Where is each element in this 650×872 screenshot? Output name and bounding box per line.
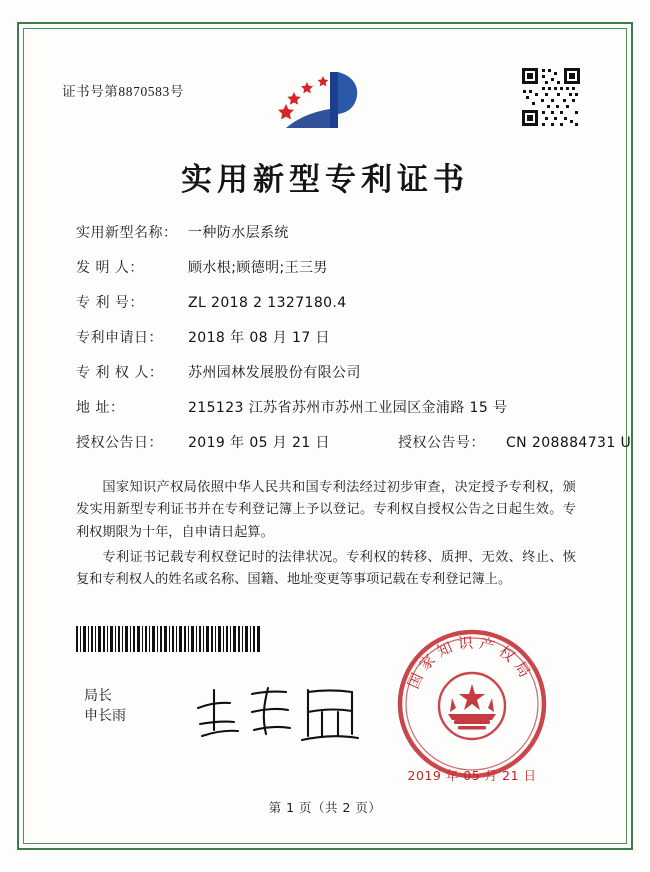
field-list <box>40 225 632 453</box>
field-label: 地 址： <box>76 400 125 416</box>
field-row-patent-number <box>76 295 590 313</box>
page-footer: 第 1 页（共 2 页） <box>268 800 382 815</box>
certificate-number: 证书号第8870583号 <box>62 84 184 99</box>
field-row-patentee <box>76 365 590 383</box>
field-label-grant-number: 授权公告号： <box>398 435 485 451</box>
field-value: 苏州园林发展股份有限公司 <box>188 365 361 381</box>
field-value: ZL 2018 2 1327180.4 <box>188 295 347 311</box>
field-row-grant-announcement <box>76 435 632 453</box>
certificate-content <box>40 48 632 824</box>
legal-paragraph-2: 专利证书记载专利权登记时的法律状况。专利权的转移、质押、无效、终止、恢复和专利权人的姓名或名称、国籍、地址变更等事项记载在专利登记簿上。 <box>76 549 576 588</box>
legal-paragraph-1: 国家知识产权局依照中华人民共和国专利法经过初步审查，决定授予专利权，颁发实用新型专利证书并在专利登记簿上予以登记。专利权自授权公告之日起生效。专利权期限为十年，自申请日起算。 <box>76 479 576 540</box>
director-name-label: 申长雨 <box>84 708 126 725</box>
field-value: 一种防水层系统 <box>188 225 289 241</box>
corner-ornament-bottom-right <box>620 837 633 850</box>
qr-code-icon <box>520 66 582 128</box>
cnipa-logo-icon <box>268 58 378 136</box>
field-label: 专 利 号： <box>76 295 144 311</box>
field-row-address <box>76 400 590 418</box>
signature-labels <box>84 686 126 727</box>
signature-and-seal-area <box>40 616 610 806</box>
svg-text:国家知识产权局: 国家知识产权局 <box>404 633 537 692</box>
field-row-application-date <box>76 330 590 348</box>
field-value: 215123 江苏省苏州市苏州工业园区金浦路 15 号 <box>188 400 508 416</box>
corner-ornament-top-right <box>620 22 633 35</box>
field-label: 专 利 权 人： <box>76 365 164 381</box>
field-label-grant-date: 授权公告日： <box>76 435 163 451</box>
director-title-label: 局长 <box>84 688 112 705</box>
certificate-header <box>40 48 610 140</box>
barcode <box>76 626 262 652</box>
field-row-utility-model-name <box>76 225 590 243</box>
corner-ornament-top-left <box>17 22 30 35</box>
legal-text-block <box>40 477 610 593</box>
seal-date: 2019 年 05 月 21 日 <box>407 768 537 784</box>
field-label: 发 明 人： <box>76 260 144 276</box>
official-seal <box>392 624 552 784</box>
page-title: 实用新型专利证书 <box>181 162 469 198</box>
field-value: 顾水根;顾德明;王三男 <box>188 260 328 276</box>
field-row-inventors <box>76 260 590 278</box>
handwritten-signature <box>190 678 370 748</box>
field-label: 实用新型名称： <box>76 225 178 241</box>
field-value: 2018 年 08 月 17 日 <box>188 330 330 346</box>
field-value-grant-number: CN 208884731 U <box>506 435 632 451</box>
corner-ornament-bottom-left <box>17 837 30 850</box>
field-label: 专利申请日： <box>76 330 163 346</box>
field-value-grant-date: 2019 年 05 月 21 日 <box>188 435 330 451</box>
